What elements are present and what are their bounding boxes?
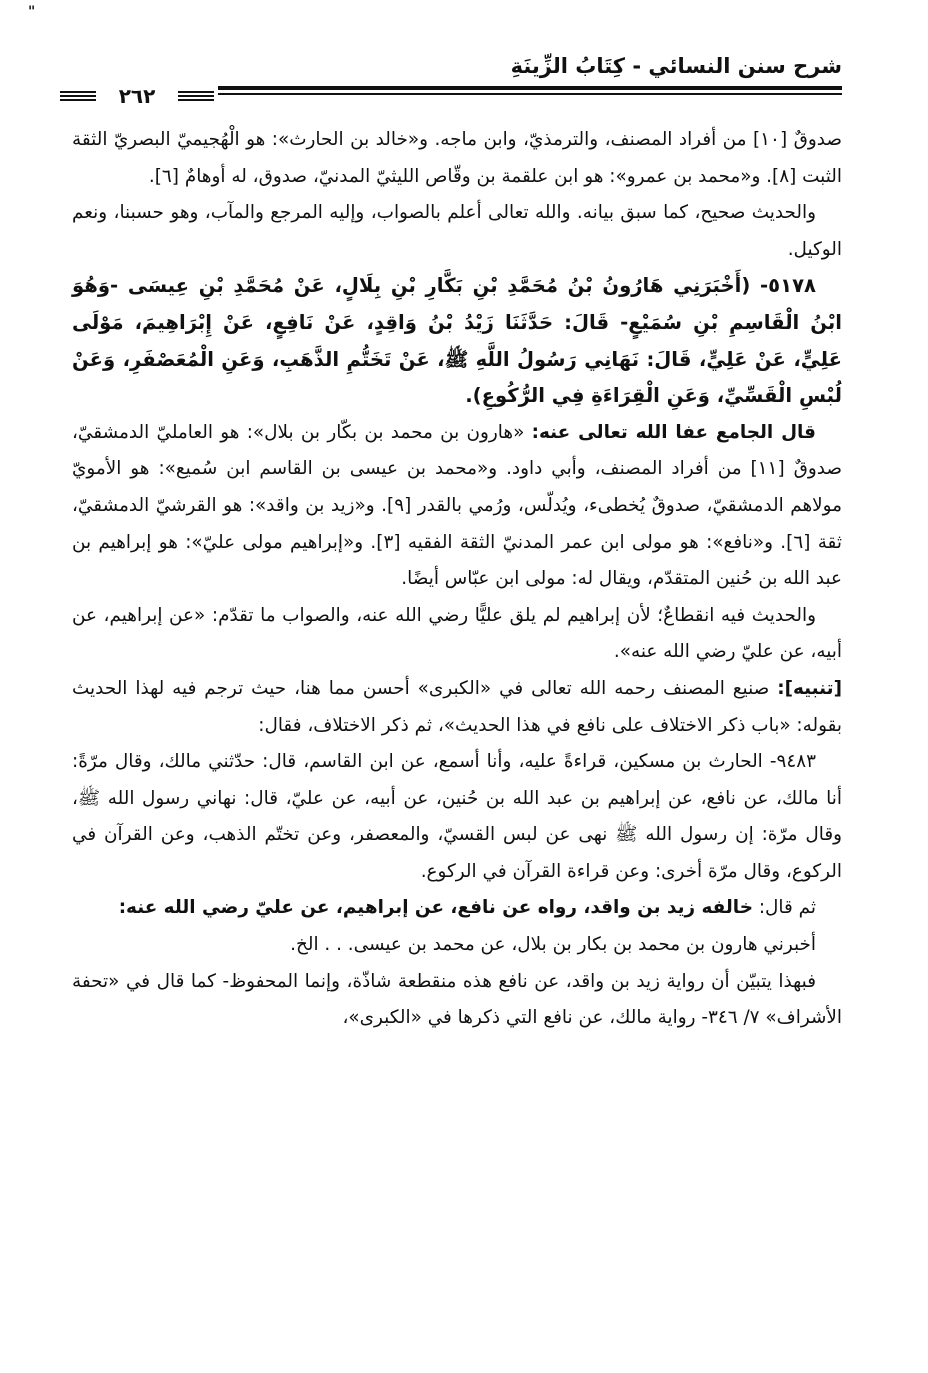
tanbih-lead: [تنبيه]: — [777, 677, 842, 699]
hadith-9483: ٩٤٨٣- الحارث بن مسكين، قراءةً عليه، وأنا أسمع، عن ابن القاسم، قال: حدّثني مالك، وقال مرّةً: أنا مالك، عن نافع، عن إبراهيم بن عبد الله بن حُنين، عن أبيه، عن عليّ، قال: نهاني رسول الله ﷺ، وقال مرّة: إن رسول الله ﷺ نهى عن لبس القسيّ، والمعصفر، وعن تختّم الذهب، وعن القرآن في الركوع، وقال مرّة أخرى: وعن قراءة القرآن في الركوع. — [72, 751, 842, 882]
page-number-block — [56, 82, 218, 112]
page-number-ornament-right — [178, 91, 214, 101]
paragraph-jami-commentary — [72, 415, 842, 598]
main-text — [72, 122, 842, 1037]
paragraph-hadith-ruling: والحديث صحيح، كما سبق بيانه. والله تعالى أعلم بالصواب، وإليه المرجع والمآب، وهو حسبنا، ونعم الوكيل. — [72, 202, 842, 260]
header-title: شرح سنن النسائي - كِتَابُ الزِّينَةِ — [510, 54, 842, 78]
paragraph-akhbarani: أخبرني هارون بن محمد بن بكار بن بلال، عن محمد بن عيسى. . . الخ. — [290, 934, 816, 956]
corner-mark: " — [28, 4, 36, 20]
paragraph-narrator-notes: صدوقٌ [١٠] من أفراد المصنف، والترمذيّ، وابن ماجه. و«خالد بن الحارث»: هو الْهُجيميّ البصريّ الثقة الثبت [٨]. و«محمد بن عمرو»: هو ابن علقمة بن وقّاص الليثيّ المدنيّ، صدوق، له أوهامٌ [٦]. — [72, 129, 842, 187]
paragraph-inqita: والحديث فيه انقطاعٌ؛ لأن إبراهيم لم يلق عليًّا رضي الله عنه، والصواب ما تقدّم: «عن إبراهيم، عن أبيه، عن عليّ رضي الله عنه». — [72, 604, 842, 663]
thumma-text: خالفه زيد بن واقد، رواه عن نافع، عن إبراهيم، عن عليّ رضي الله عنه: — [118, 897, 753, 919]
paragraph-conclusion: فبهذا يتبيّن أن رواية زيد بن واقد، عن نافع هذه منقطعة شاذّة، وإنما المحفوظ- كما قال في «تحفة الأشراف» ٧/ ٣٤٦- رواية مالك، عن نافع التي ذكرها في «الكبرى»، — [72, 970, 842, 1029]
page-number-ornament-left — [60, 91, 96, 101]
page-number: ٢٦٢ — [109, 82, 166, 110]
paragraph-thumma-qal — [72, 890, 842, 927]
jami-text: «هارون بن محمد بن بكّار بن بلال»: هو العامليّ الدمشقيّ، صدوقٌ [١١] من أفراد المصنف، وأبي داود. و«محمد بن عيسى بن القاسم ابن سُميع»: هو الأمويّ مولاهم الدمشقيّ، صدوقٌ يُخطىء، ويُدلّس، ورُمي بالقدر [٩]. و«زيد بن واقد»: هو القرشيّ الدمشقيّ، ثقة [٦]. و«نافع»: هو مولى ابن عمر المدنيّ الثقة الفقيه [٣]. و«إبراهيم مولى عليّ»: هو إبراهيم بن عبد الله بن حُنين المتقدّم، ويقال له: مولى ابن عبّاس أيضًا. — [72, 421, 842, 590]
tanbih-text: صنيع المصنف رحمه الله تعالى في «الكبرى» أحسن مما هنا، حيث ترجم فيه لهذا الحديث بقوله: «باب ذكر الاختلاف على نافع في هذا الحديث»، ثم ذكر الاختلاف، فقال: — [72, 677, 842, 736]
thumma-lead: ثم قال: — [758, 897, 816, 919]
paragraph-tanbih — [72, 671, 842, 744]
jami-lead: قال الجامع عفا الله تعالى عنه: — [531, 421, 816, 443]
hadith-5178: ٥١٧٨- (أَخْبَرَنِي هَارُونُ بْنُ مُحَمَّدِ بْنِ بَكَّارِ بْنِ بِلَالٍ، عَنْ مُحَمَّدِ بْنِ عِيسَى -وَهُوَ ابْنُ الْقَاسِمِ بْنِ سُمَيْعٍ- قَالَ: حَدَّثَنَا زَيْدُ بْنُ وَاقِدٍ، عَنْ نَافِعٍ، عَنْ إِبْرَاهِيمَ، مَوْلَى عَلِيٍّ، عَنْ عَلِيٍّ، قَالَ: نَهَانِي رَسُولُ اللَّهِ ﷺ، عَنْ تَخَتُّمِ الذَّهَبِ، وَعَنِ الْمُعَصْفَرِ، وَعَنْ لُبْسِ الْقَسِّيِّ، وَعَنِ الْقِرَاءَةِ فِي الرُّكُوعِ). — [72, 274, 842, 408]
